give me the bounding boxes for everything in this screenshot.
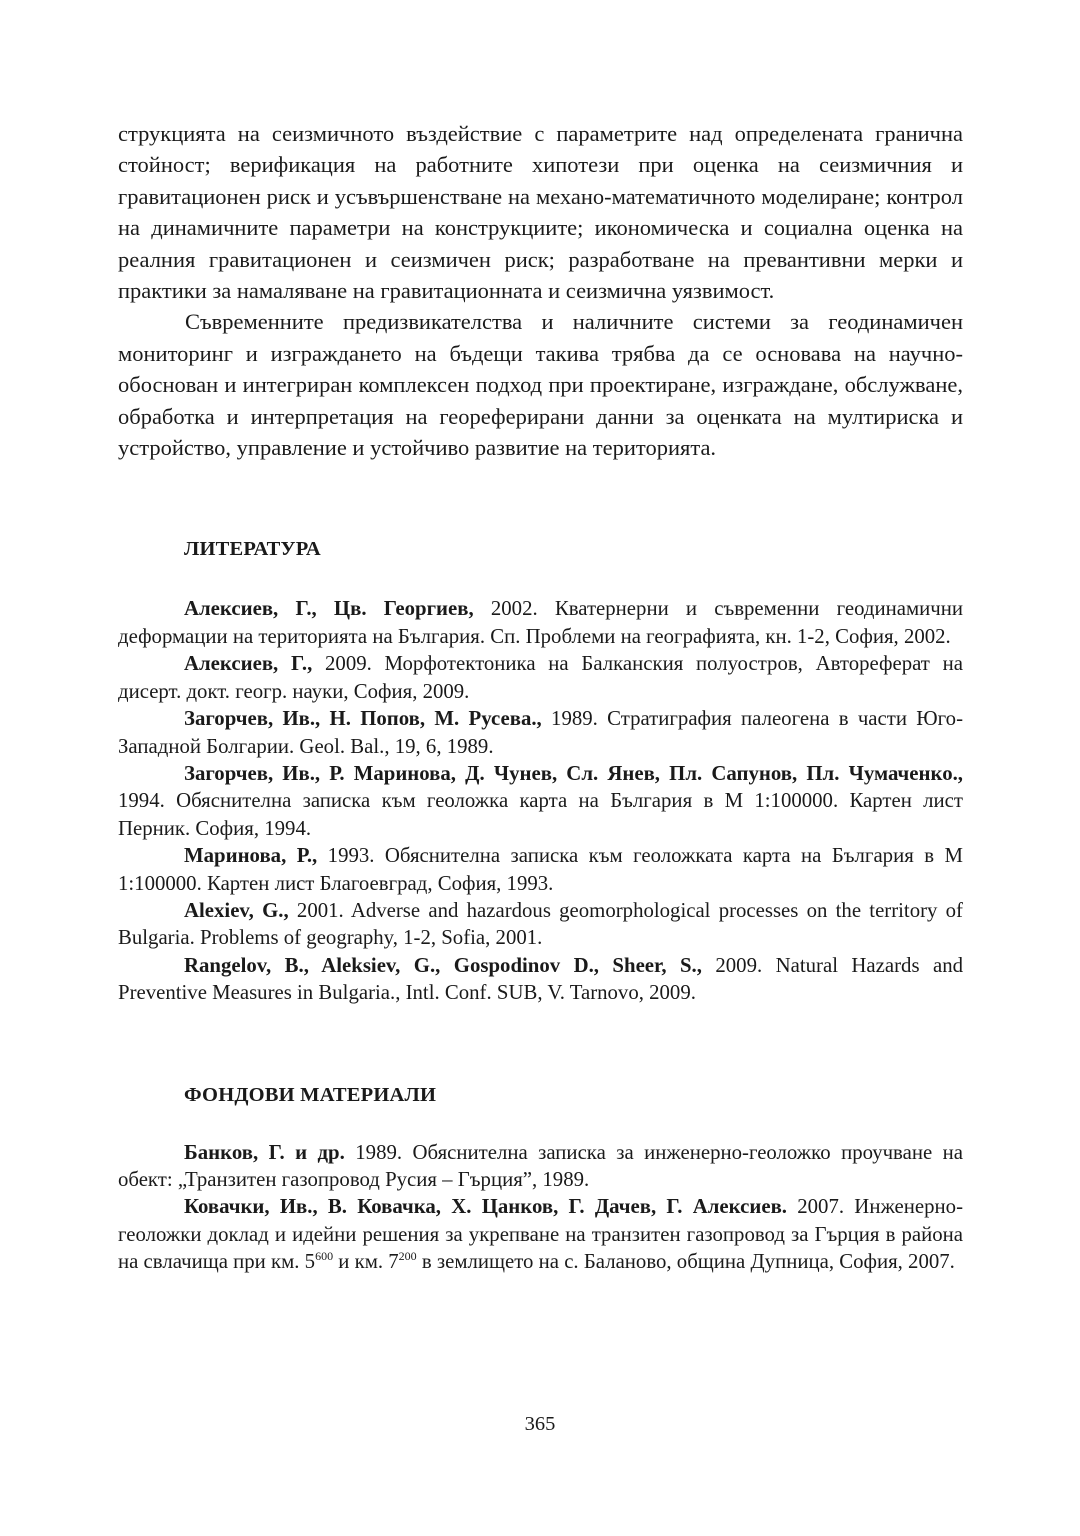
- reference-entry: [118, 595, 963, 650]
- reference-entry: [118, 842, 963, 897]
- reference-entry: [118, 1139, 963, 1194]
- reference-entry: [118, 897, 963, 952]
- reference-text: 2001. Adverse and hazardous geomorphological processes on the territory of Bulgaria. Problems of geography, 1-2, Sofia, 2001.: [118, 898, 963, 950]
- reference-text: 1989. Обяснителна записка за инженерно-геоложко проучване на обект: „Транзитен газопровод Русия – Гърция”, 1989.: [118, 1140, 963, 1191]
- reference-authors: Загорчев, Ив., Н. Попов, М. Русева.,: [184, 707, 542, 731]
- superscript-value: 600: [315, 1249, 334, 1264]
- body-paragraph: струкцията на сеизмичното въздействие с параметрите над определената гранична стойност; верификация на работните хипотези при оценка на сеизмичния и гравитационен риск и усъвършенстване на механо-математичното моделиране; контрол на динамичните параметри на конструкциите; икономическа и социална оценка на реалния гравитационен и сеизмичен риск; разработване на превантивни мерки и практики за намаляване на гравитационната и сеизмична уязвимост.: [118, 121, 963, 304]
- section-heading-fond-materials: ФОНДОВИ МАТЕРИАЛИ: [184, 1083, 437, 1106]
- reference-entry: [118, 760, 963, 842]
- reference-text: и км. 7: [333, 1250, 399, 1274]
- section-heading-literature: ЛИТЕРАТУРА: [184, 538, 321, 561]
- reference-text: 1993. Обяснителна записка към геоложката карта на България в М 1:100000. Картен лист Благоевград, София, 1993.: [118, 844, 963, 895]
- reference-text: 2009. Морфотектоника на Балканския полуостров, Автореферат на дисерт. докт. геогр. науки, София, 2009.: [118, 652, 963, 703]
- reference-entry: [118, 1193, 963, 1275]
- reference-authors: Ковачки, Ив., В. Ковачка, Х. Цанков, Г. Дачев, Г. Алексиев.: [184, 1195, 787, 1219]
- superscript-value: 200: [398, 1249, 417, 1264]
- reference-authors: Алексиев, Г., Цв. Георгиев,: [184, 597, 474, 621]
- reference-text: 2002. Кватернерни и съвременни геодинамични деформации на територията на България. Сп. Проблеми на географията, кн. 1-2, София, 2002.: [118, 597, 963, 648]
- reference-entry: [118, 705, 963, 760]
- reference-authors: Alexiev, G.,: [184, 898, 289, 922]
- reference-entry: [118, 952, 963, 1007]
- page-content: [118, 118, 963, 1276]
- reference-text: 2009. Natural Hazards and Preventive Measures in Bulgaria., Intl. Conf. SUB, V. Tarnovo, 2009.: [118, 953, 963, 1005]
- reference-entry: [118, 650, 963, 705]
- fond-materials-list: [118, 1139, 963, 1276]
- reference-authors: Загорчев, Ив., Р. Маринова, Д. Чунев, Сл. Янев, Пл. Сапунов, Пл. Чумаченко.,: [184, 761, 963, 785]
- reference-authors: Rangelov, B., Aleksiev, G., Gospodinov D., Sheer, S.,: [184, 953, 702, 977]
- reference-text: 1989. Стратиграфия палеогена в части Юго-Западной Болгарии. Geol. Bal., 19, 6, 1989.: [118, 707, 964, 758]
- body-text: [118, 118, 963, 463]
- reference-authors: Маринова, Р.,: [184, 844, 318, 868]
- reference-authors: Банков, Г. и др.: [184, 1140, 345, 1164]
- reference-text: 2007. Инженерно-геоложки доклад и идейни решения за укрепване на транзитен газопровод за Гърция в района на свлачища при км. 5: [118, 1195, 963, 1274]
- body-paragraph: Съвременните предизвикателства и наличните системи за геодинамичен мониторинг и изграждането на бъдещи такива трябва да се основава на научно-обоснован и интегриран комплексен подход при проектиране, изграждане, обслужване, обработка и интерпретация на геореферирани данни за оценката на мултириска и устройство, управление и устойчиво развитие на територията.: [118, 309, 963, 461]
- reference-text: 1994. Обяснителна записка към геоложка карта на България в М 1:100000. Картен лист Перник. София, 1994.: [118, 789, 963, 840]
- reference-authors: Алексиев, Г.,: [184, 652, 313, 676]
- literature-list: [118, 595, 963, 1006]
- reference-text: в землището на с. Баланово, община Дупница, София, 2007.: [416, 1250, 955, 1274]
- page-number: 365: [524, 1413, 556, 1435]
